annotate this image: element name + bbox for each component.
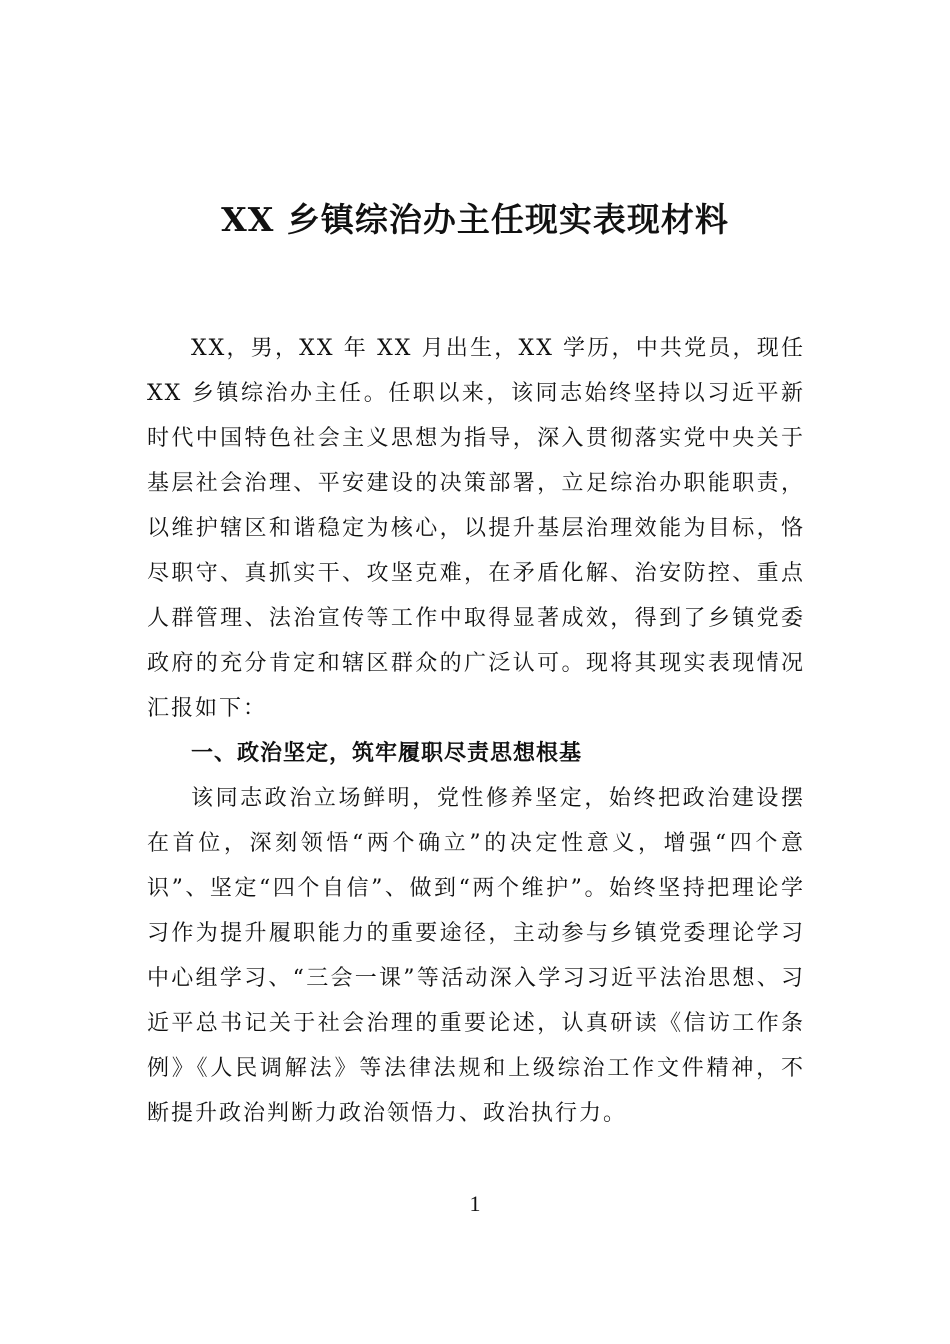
document-body bbox=[147, 326, 805, 1136]
section-1-paragraph: 该同志政治立场鲜明，党性修养坚定，始终把政治建设摆在首位，深刻领悟“两个确立”的决定性意义，增强“四个意识”、坚定“四个自信”、做到“两个维护”。始终坚持把理论学习作为提升履职能力的重要途径，主动参与乡镇党委理论学习中心组学习、“三会一课”等活动深入学习习近平法治思想、习近平总书记关于社会治理的重要论述，认真研读《信访工作条例》《人民调解法》等法律法规和上级综治工作文件精神，不断提升政治判断力政治领悟力、政治执行力。 bbox=[147, 786, 805, 1126]
document-title: XX 乡镇综治办主任现实表现材料 bbox=[221, 200, 729, 239]
section-heading-1: 一、政治坚定，筑牢履职尽责思想根基 bbox=[191, 741, 583, 766]
intro-paragraph: XX，男，XX 年 XX 月出生，XX 学历，中共党员，现任 XX 乡镇综治办主任。任职以来，该同志始终坚持以习近平新时代中国特色社会主义思想为指导，深入贯彻落实党中央关于基层社会治理、平安建设的决策部署，立足综治办职能职责，以维护辖区和谐稳定为核心，以提升基层治理效能为目标，恪尽职守、真抓实干、攻坚克难，在矛盾化解、治安防控、重点人群管理、法治宣传等工作中取得显著成效，得到了乡镇党委政府的充分肯定和辖区群众的广泛认可。现将其现实表现情况汇报如下： bbox=[147, 336, 805, 721]
page-number: 1 bbox=[469, 1191, 481, 1216]
